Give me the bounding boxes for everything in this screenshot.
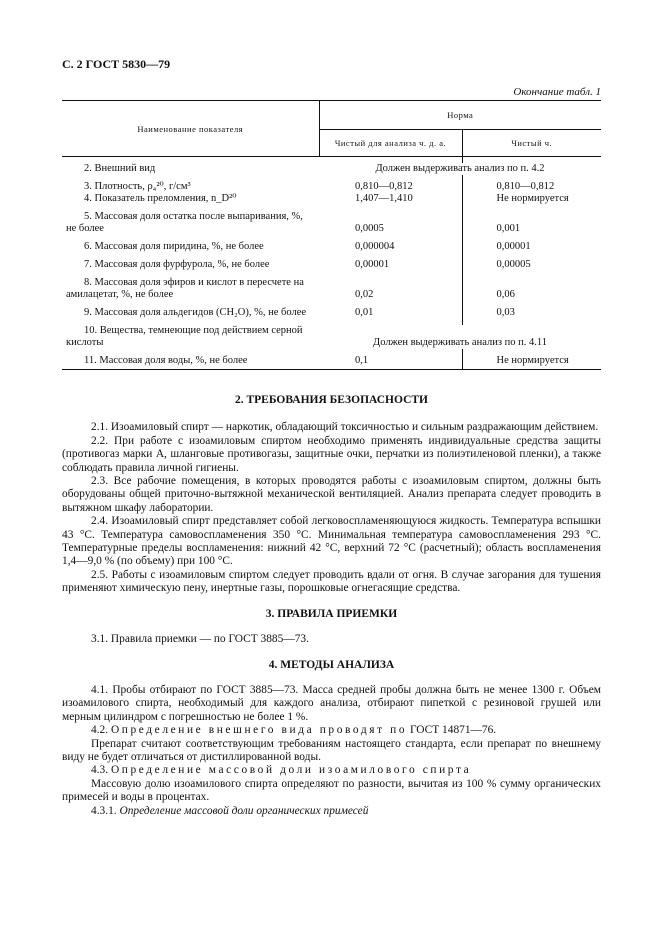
header-norm: Норма (319, 101, 601, 130)
row-value-b: 0,03 (496, 307, 515, 318)
row-number: 7. (84, 259, 92, 270)
document-body (62, 394, 601, 818)
paragraph-2-5: 2.5. Работы с изоамиловым спиртом следует проводить вдали от огня. В случае загорания для тушения применяют химическую пену, инертные газы, порошковые огнегасящие средства. (62, 568, 601, 595)
row-name: Массовая доля эфиров и кислот в пересчете на амилацетат, %, не более (66, 277, 304, 300)
section-3-title: 3. ПРАВИЛА ПРИЕМКИ (265, 607, 398, 620)
paragraph-4-2-note: Препарат считают соответствующим требованиям настоящего стандарта, если препарат по внешнему виду не будет отличаться от дистиллированной воды. (62, 737, 601, 763)
section-4-title: 4. МЕТОДЫ АНАЛИЗА (268, 658, 395, 671)
paragraph-number: 4.3. (91, 764, 109, 777)
row-number: 3. (84, 181, 92, 192)
paragraph-4-3-text: Массовую долю изоамилового спирта определяют по разности, вычитая из 100 % сумму органических примесей и воды в процентах. (62, 777, 601, 804)
row-value-a: 1,407—1,410 (319, 193, 462, 205)
row-name: Вещества, темнеющие под действием серной кислоты (66, 325, 303, 348)
paragraph-2-4: 2.4. Изоамиловый спирт представляет собой легковоспламеняющуюся жидкость. Температура вспышки 43 °С. Температура самовоспламенения 350 °С. Минимальная температура самовоспламенения 293 °С. Температурные пределы воспламенения: нижний 42 °С, верхний 72 °С (расчетный); область воспламенения 1,4—9,0 % (по объему) при 100 °С. (62, 515, 601, 568)
header-col-b: Чистый ч. (511, 138, 553, 148)
row-name: Показатель преломления, n_D²⁰ (94, 193, 237, 204)
table-row (62, 325, 601, 349)
row-value-b: 0,001 (496, 223, 521, 234)
row-number: 4. (84, 193, 92, 204)
row-name: Массовая доля альдегидов (CH₂O), %, не более (94, 307, 307, 318)
row-name: Массовая доля остатка после выпаривания, %, не более (66, 211, 303, 234)
row-value-b: Не нормируется (496, 193, 569, 204)
paragraph-number: 4.3.1. (91, 804, 117, 817)
row-name: Массовая доля пиридина, %, не более (94, 241, 264, 252)
norms-table (62, 100, 601, 370)
row-value-a: 0,02 (319, 277, 462, 301)
table-row (62, 307, 601, 319)
page-header: С. 2 ГОСТ 5830—79 (62, 57, 171, 71)
table-row (62, 277, 601, 301)
header-col-a: Чистый для анализа ч. д. а. (319, 130, 462, 157)
paragraph-4-1: 4.1. Пробы отбирают по ГОСТ 3885—73. Масса средней пробы должна быть не менее 1300 г. Объем изоамилового спирта, необходимый для каждого анализа, отбирают пипеткой с резиновой грушей или мерным цилиндром с погрешностью не более 1 %. (62, 683, 601, 723)
paragraph-2-2: 2.2. При работе с изоамиловым спиртом необходимо применять индивидуальные средства защиты (противогаз марки А, шланговые противогазы, защитные очки, перчатки из полиэтиленовой пленки), а также соблюдать правила личной гигиены. (62, 434, 601, 474)
row-number: 9. (84, 307, 92, 318)
row-number: 5. (84, 211, 92, 222)
row-value-a: 0,000004 (319, 241, 462, 253)
row-value-b: 0,810—0,812 (496, 181, 555, 192)
table-row (62, 241, 601, 253)
table-row (62, 181, 601, 193)
paragraph-4-2 (62, 724, 601, 737)
row-value-a: 0,00001 (319, 259, 462, 271)
row-name: Внешний вид (94, 163, 156, 174)
row-value-b: Не нормируется (462, 355, 601, 370)
row-number: 8. (84, 277, 92, 288)
row-value-b: 0,00005 (496, 259, 531, 270)
table-row (62, 211, 601, 235)
row-merged-value: Должен выдерживать анализ по п. 4.2 (375, 163, 545, 174)
paragraph-3-1: 3.1. Правила приемки — по ГОСТ 3885—73. (91, 633, 309, 646)
row-merged-value: Должен выдерживать анализ по п. 4.11 (373, 337, 547, 348)
table-row (62, 163, 601, 175)
table-row (62, 193, 601, 205)
row-name: Массовая доля фурфурола, %, не более (94, 259, 270, 270)
row-name: Плотность, ρ₄²⁰, г/см³ (94, 181, 191, 192)
standard-reference: ГОСТ 14871—76. (409, 724, 497, 737)
paragraph-2-1: 2.1. Изоамиловый спирт — наркотик, обладающий токсичностью и сильным раздражающим действием. (91, 421, 599, 434)
spaced-heading: Определение внешнего вида проводят по (110, 724, 408, 737)
row-value-b: 0,00001 (496, 241, 531, 252)
row-value-b: 0,06 (496, 289, 515, 300)
spaced-heading: Определение массовой доли изоамилового спирта (110, 764, 472, 777)
row-value-a: 0,01 (319, 307, 462, 319)
paragraph-2-3: 2.3. Все рабочие помещения, в которых проводятся работы с изоамиловым спиртом, должны быть оборудованы общей приточно-вытяжной механической вентиляцией. Анализ препарата следует проводить в вытяжном шкафу лаборатории. (62, 475, 601, 514)
paragraph-number: 4.2. (91, 724, 109, 737)
header-indicator-name: Наименование показателя (62, 101, 319, 157)
row-number: 11. (84, 355, 97, 366)
row-value-a: 0,810—0,812 (319, 181, 462, 193)
paragraph-4-3-1 (62, 805, 601, 818)
table-row (62, 355, 601, 370)
row-number: 10. (84, 325, 98, 336)
row-value-a: 0,0005 (319, 211, 462, 235)
row-number: 6. (84, 241, 92, 252)
table-caption: Окончание табл. 1 (513, 86, 601, 98)
paragraph-4-3 (62, 764, 601, 777)
row-value-a: 0,1 (319, 355, 462, 370)
row-name: Массовая доля воды, %, не более (99, 355, 248, 366)
table-row (62, 259, 601, 271)
row-number: 2. (84, 163, 92, 174)
section-2-title: 2. ТРЕБОВАНИЯ БЕЗОПАСНОСТИ (234, 394, 429, 406)
italic-heading: Определение массовой доли органических примесей (119, 804, 369, 817)
